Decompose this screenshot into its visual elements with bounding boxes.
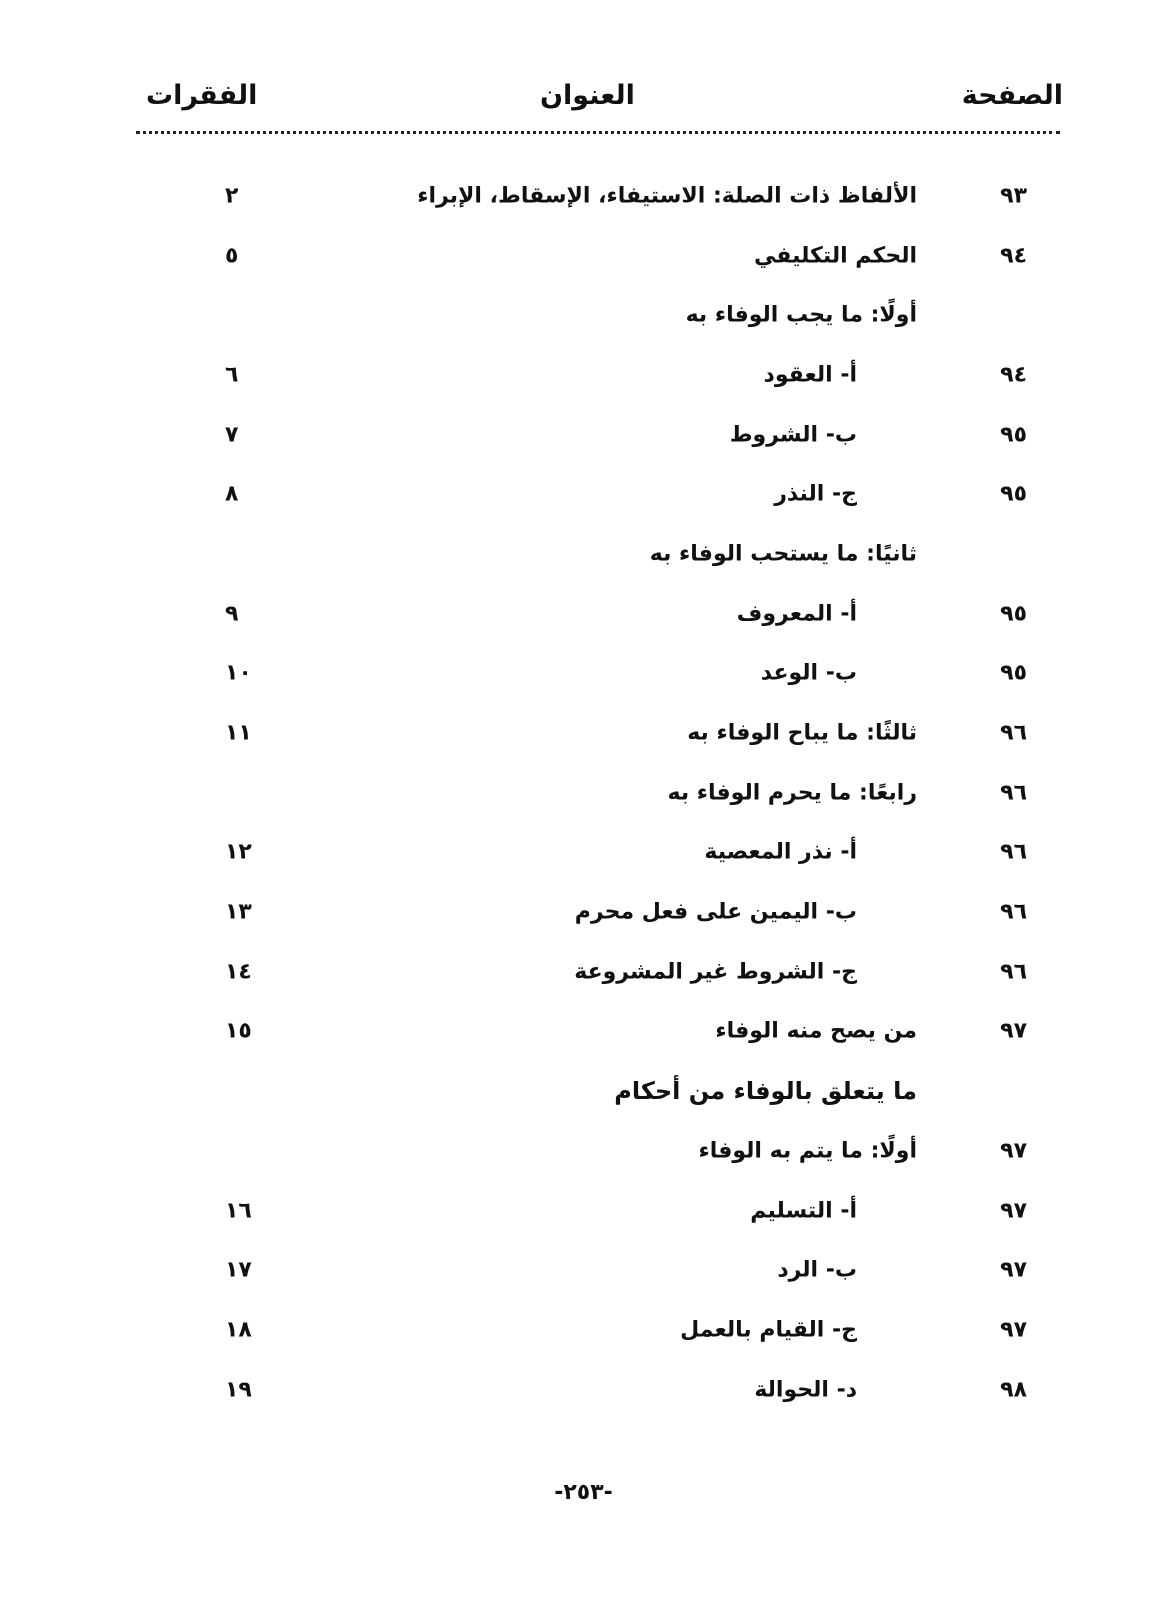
index-row-page: ٩٥ [1000,660,1027,686]
index-row [0,166,1167,226]
index-row [0,345,1167,405]
index-row-title: ج- القيام بالعمل [680,1317,857,1343]
index-row-title: أ- العقود [763,362,857,388]
index-row-paragraph: ١٢ [225,839,252,865]
index-row [0,823,1167,883]
index-row-title: ج- النذر [774,481,857,507]
index-row-title: رابعًا: ما يحرم الوفاء به [667,780,917,806]
index-row-paragraph: ٨ [225,481,239,507]
index-row-page: ٩٤ [1000,362,1027,388]
index-row-page: ٩٦ [1000,720,1027,746]
index-row-page: ٩٧ [1000,1138,1027,1164]
index-row-title: أولًا: ما يجب الوفاء به [685,302,917,328]
page-column-header: الصفحة [961,80,1063,111]
index-row-page: ٩٧ [1000,1198,1027,1224]
index-row-page: ٩٥ [1000,422,1027,448]
index-row [0,405,1167,465]
index-row-title: ب- الشروط [729,422,857,448]
index-row-paragraph: ٧ [225,422,239,448]
index-row [0,1061,1167,1121]
page-number: -٢٥٣- [554,1480,613,1505]
index-row [0,1360,1167,1420]
index-row-paragraph: ١٦ [225,1198,252,1224]
index-row-page: ٩٤ [1000,243,1027,269]
index-row [0,942,1167,1002]
index-row [0,285,1167,345]
index-row-paragraph: ١٠ [225,660,252,686]
index-row [0,464,1167,524]
index-row-paragraph: ١٣ [225,899,252,925]
index-row [0,703,1167,763]
index-row-paragraph: ١٧ [225,1257,252,1283]
index-row-paragraph: ١١ [225,720,252,746]
index-row [0,584,1167,644]
index-table [0,166,1167,1419]
index-row-page: ٩٥ [1000,481,1027,507]
index-row-title: أ- المعروف [736,601,857,627]
header-dotted-divider [136,131,1060,134]
index-row [0,1300,1167,1360]
index-row-page: ٩٧ [1000,1018,1027,1044]
index-row-page: ٩٣ [1000,183,1027,209]
index-row-page: ٩٧ [1000,1317,1027,1343]
index-row-title: ثانيًا: ما يستحب الوفاء به [649,541,917,567]
index-row-paragraph: ١٩ [225,1377,252,1403]
index-row [0,882,1167,942]
index-row-paragraph: ٢ [225,183,239,209]
index-row-page: ٩٦ [1000,959,1027,985]
index-row-title: أ- التسليم [750,1198,857,1224]
index-row-page: ٩٨ [1000,1377,1027,1403]
index-row-title: الألفاظ ذات الصلة: الاستيفاء، الإسقاط، الإبراء [417,183,917,209]
paragraphs-column-header: الفقرات [146,80,258,111]
index-row-page: ٩٦ [1000,899,1027,925]
index-row-title: ب- اليمين على فعل محرم [574,899,857,925]
index-row-page: ٩٥ [1000,601,1027,627]
index-row-title: ب- الرد [777,1257,857,1283]
index-row-page: ٩٧ [1000,1257,1027,1283]
index-row-page: ٩٦ [1000,839,1027,865]
index-row-paragraph: ٩ [225,601,239,627]
index-row [0,1002,1167,1062]
index-row [0,763,1167,823]
title-column-header: العنوان [540,80,635,111]
index-row-paragraph: ١٤ [225,959,252,985]
index-row-title: أولًا: ما يتم به الوفاء [698,1138,917,1164]
index-row-paragraph: ١٥ [225,1018,252,1044]
index-row-title: الحكم التكليفي [754,243,917,269]
index-row-title: ما يتعلق بالوفاء من أحكام [614,1077,917,1106]
index-row-paragraph: ٥ [225,243,239,269]
index-row-title: ثالثًا: ما يباح الوفاء به [687,720,917,746]
index-row-paragraph: ٦ [225,362,239,388]
index-row-title: من يصح منه الوفاء [715,1018,917,1044]
index-row [0,1240,1167,1300]
index-row [0,524,1167,584]
index-row [0,1121,1167,1181]
index-row-title: ج- الشروط غير المشروعة [574,959,857,985]
index-row-title: ب- الوعد [760,660,857,686]
index-row-paragraph: ١٨ [225,1317,252,1343]
index-row [0,644,1167,704]
index-row-title: د- الحوالة [754,1377,857,1403]
index-row [0,226,1167,286]
index-row-page: ٩٦ [1000,780,1027,806]
index-row [0,1181,1167,1241]
index-row-title: أ- نذر المعصية [704,839,857,865]
